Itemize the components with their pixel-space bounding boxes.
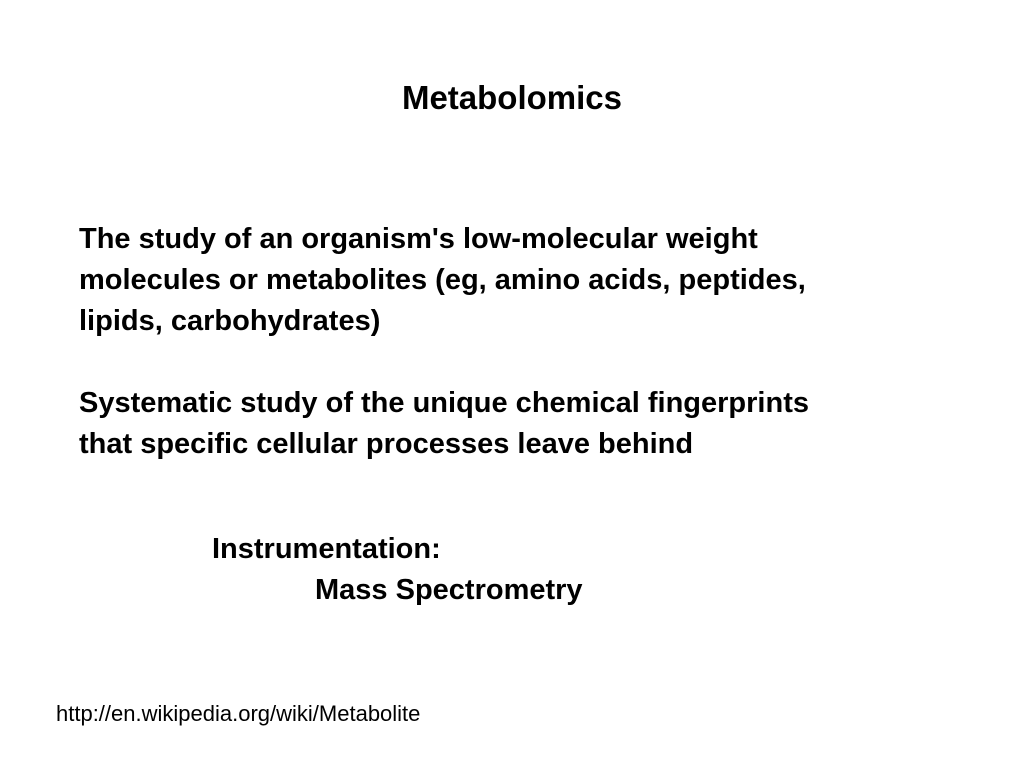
description-paragraph [79,383,809,465]
paragraph-line: The study of an organism's low-molecular weight [79,223,758,255]
definition-paragraph [79,219,806,342]
paragraph-line: Systematic study of the unique chemical fingerprints [79,387,809,419]
paragraph-line: lipids, carbohydrates) [79,305,381,337]
paragraph-line: molecules or metabolites (eg, amino acids, peptides, [79,264,806,296]
slide-title: Metabolomics [401,79,623,116]
instrumentation-label: Instrumentation: [212,533,441,565]
instrumentation-value: Mass Spectrometry [315,574,583,606]
source-url: http://en.wikipedia.org/wiki/Metabolite [56,701,421,726]
paragraph-line: that specific cellular processes leave behind [79,428,694,460]
